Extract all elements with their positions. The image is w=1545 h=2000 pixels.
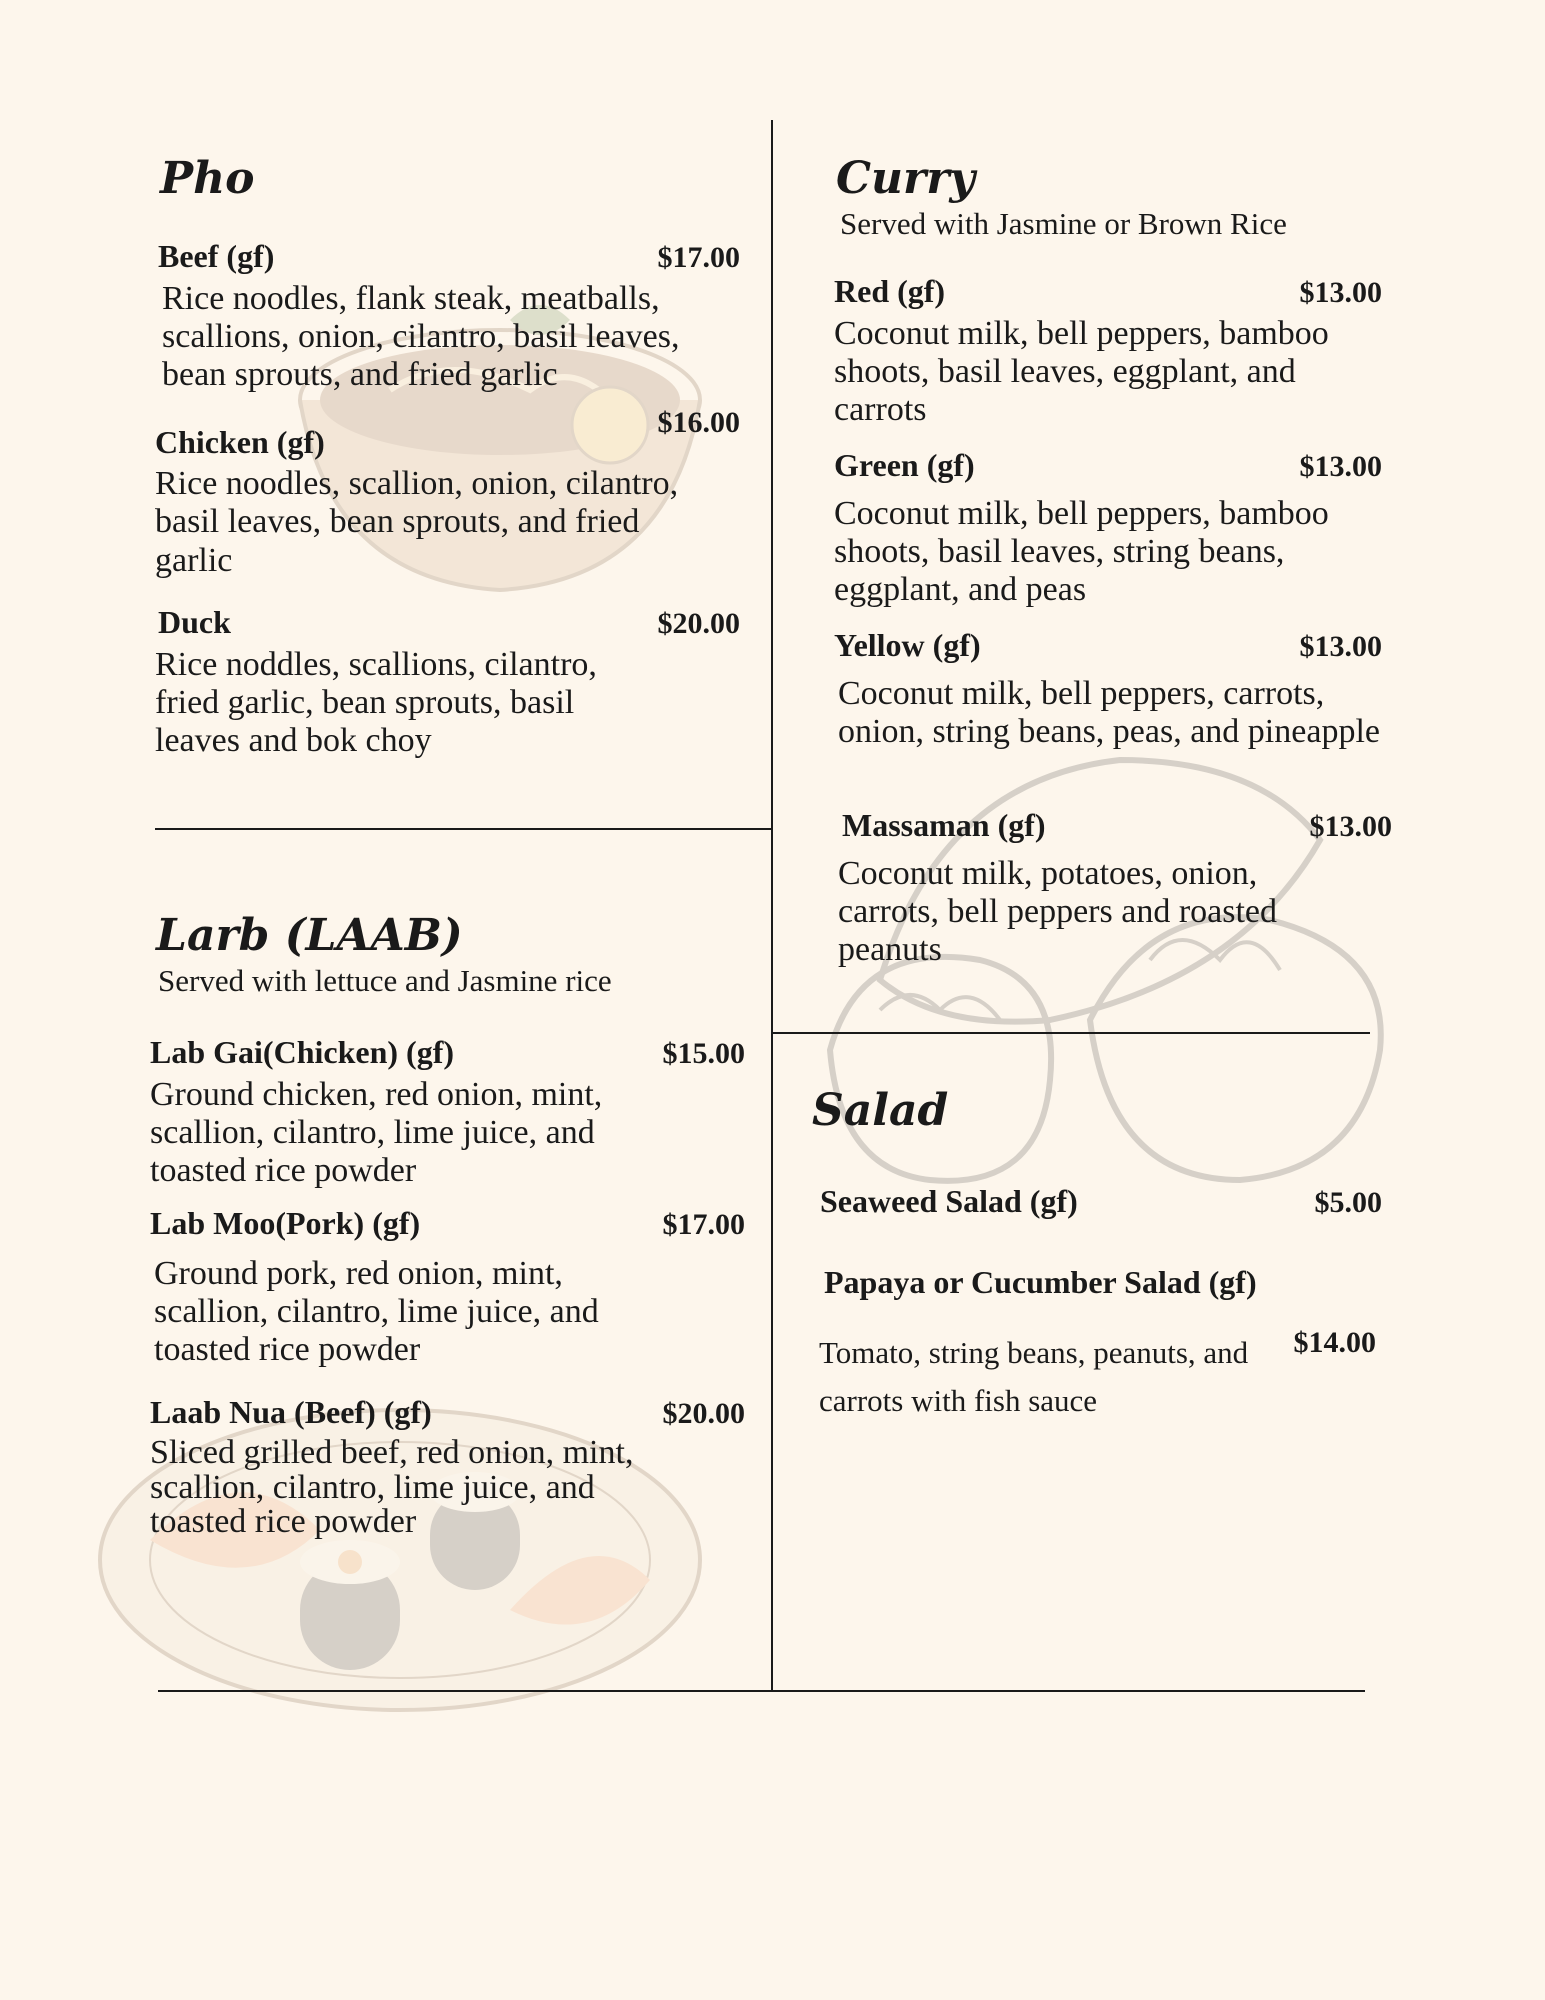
item-description: Coconut milk, bell peppers, bamboo shoots, basil leaves, eggplant, and carrots [834,315,1329,429]
item-description: Coconut milk, bell peppers, bamboo shoots, basil leaves, string beans, eggplant, and peas [834,495,1329,609]
section-title-pho: Pho [160,153,255,204]
menu-item-curry-yellow [834,626,1382,751]
menu-item-pho-beef [158,237,740,394]
right-divider-curry-salad [773,1032,1370,1034]
curry-section [836,155,1287,243]
item-price: $16.00 [657,406,740,439]
item-description: Rice noodles, flank steak, meatballs, scallions, onion, cilantro, basil leaves, bean sprouts, and fried garlic [162,280,680,394]
menu-item-lab-moo [150,1204,745,1369]
section-subtitle-curry: Served with Jasmine or Brown Rice [840,206,1287,242]
item-name: Lab Gai(Chicken) (gf) [150,1034,454,1070]
section-title-salad: Salad [812,1085,949,1136]
item-name: Seaweed Salad (gf) [820,1183,1078,1219]
item-body [819,1325,1376,1425]
item-name: Beef (gf) [158,238,275,274]
item-name: Green (gf) [834,447,975,483]
item-price: $13.00 [1299,276,1382,309]
menu-item-lab-gai [150,1033,745,1190]
item-description: Rice noddles, scallions, cilantro, fried garlic, bean sprouts, basil leaves and bok choy [155,646,597,760]
menu-item-pho-duck [155,603,740,760]
item-price: $17.00 [662,1208,745,1241]
section-subtitle-larb: Served with lettuce and Jasmine rice [158,963,612,999]
item-name: Duck [158,604,231,640]
item-price: $20.00 [657,607,740,640]
item-description: Ground pork, red onion, mint, scallion, cilantro, lime juice, and toasted rice powder [154,1255,599,1369]
item-name: Papaya or Cucumber Salad (gf) [824,1264,1257,1300]
section-title-curry: Curry [836,153,975,204]
salad-section [812,1087,948,1135]
pho-section [160,155,254,203]
item-name: Lab Moo(Pork) (gf) [150,1205,421,1241]
item-name: Laab Nua (Beef) (gf) [150,1394,432,1430]
item-price: $20.00 [662,1397,745,1430]
item-description: Coconut milk, bell peppers, carrots, onion, string beans, peas, and pineapple [838,675,1380,751]
menu-item-laab-nua [150,1390,745,1540]
menu-item-seaweed-salad [820,1182,1382,1221]
item-name: Yellow (gf) [834,627,981,663]
item-price: $5.00 [1314,1186,1382,1219]
section-title-larb: Larb (LAAB) [156,910,463,961]
item-price: $15.00 [662,1037,745,1070]
item-description: Tomato, string beans, peanuts, and carrots with fish sauce [819,1335,1249,1419]
item-name: Massaman (gf) [842,807,1046,843]
item-price: $13.00 [1309,810,1392,843]
item-name: Red (gf) [834,273,946,309]
menu-item-curry-massaman [838,806,1392,969]
menu-item-pho-chicken [155,405,740,580]
item-price: $13.00 [1299,630,1382,663]
item-price: $17.00 [657,241,740,274]
item-price: $14.00 [1293,1326,1376,1360]
bottom-divider [158,1690,1365,1692]
item-name: Chicken (gf) [155,424,325,460]
dumplings-illustration [820,720,1410,1220]
item-description: Coconut milk, potatoes, onion, carrots, bell peppers and roasted peanuts [838,855,1277,969]
menu-item-curry-green [834,446,1382,609]
item-description: Sliced grilled beef, red onion, mint, scallion, cilantro, lime juice, and toasted rice powder [150,1434,634,1541]
item-description: Rice noodles, scallion, onion, cilantro, basil leaves, bean sprouts, and fried garlic [155,465,679,579]
larb-section [156,912,612,1000]
item-price: $13.00 [1299,450,1382,483]
left-divider-pho-larb [155,828,773,830]
menu-item-curry-red [834,272,1382,429]
menu-item-papaya-salad [819,1263,1376,1425]
item-description: Ground chicken, red onion, mint, scallion, cilantro, lime juice, and toasted rice powder [150,1076,603,1190]
center-divider [771,120,773,1692]
